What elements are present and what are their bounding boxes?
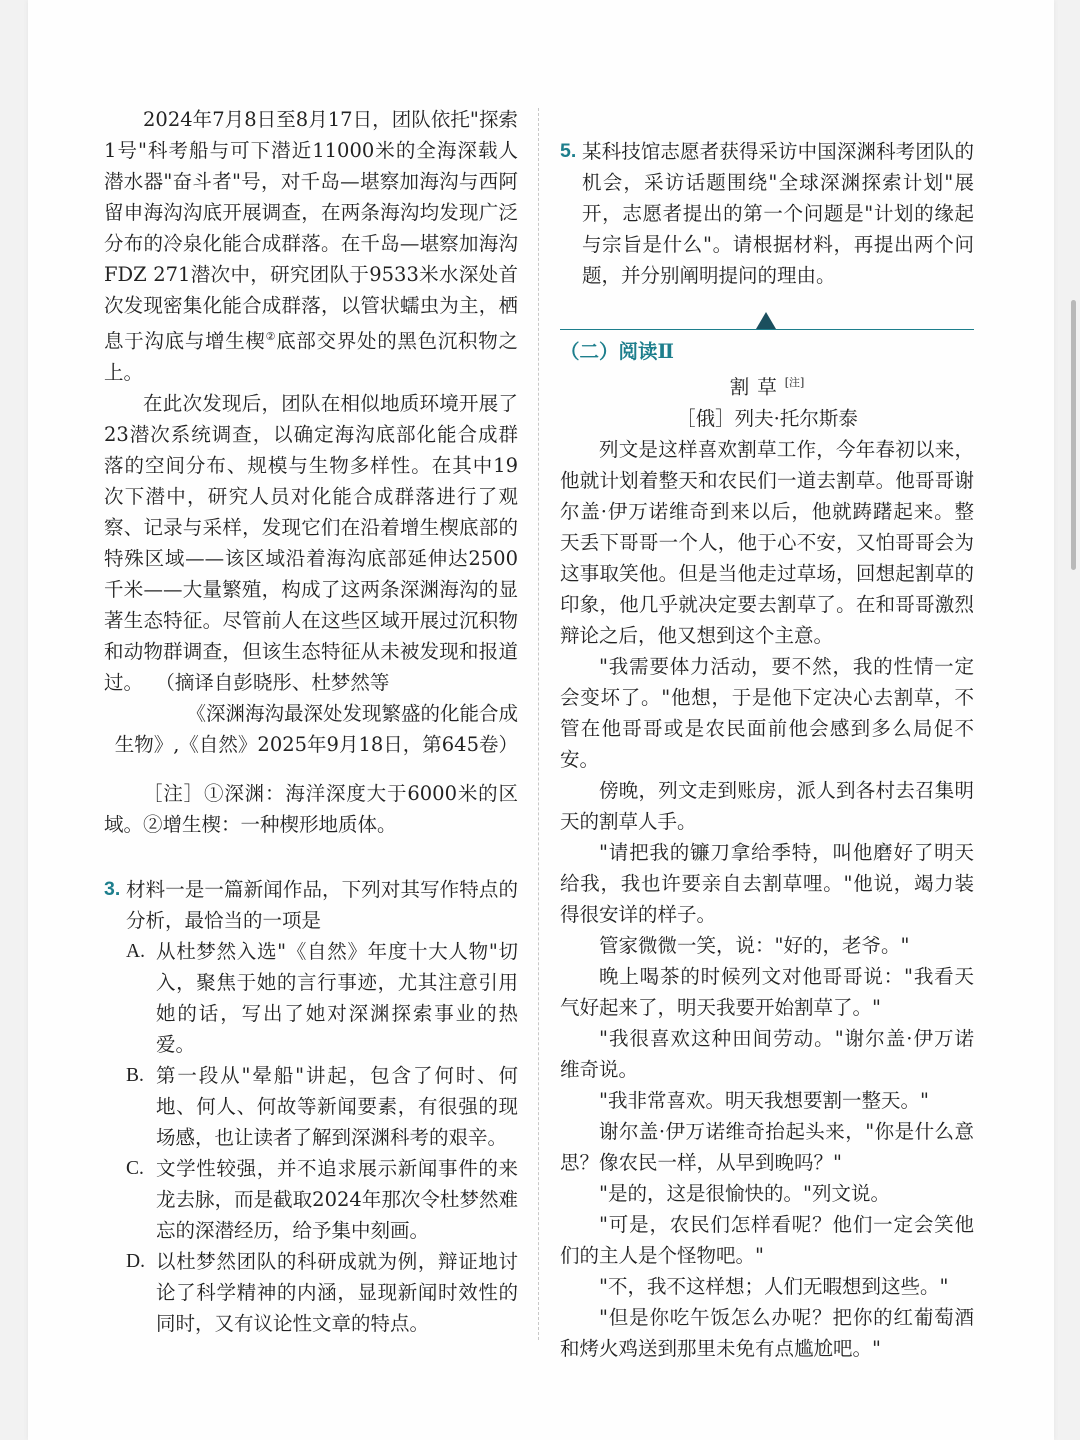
story-paragraph: "不，我不这样想；人们无暇想到这些。" [599, 1274, 949, 1298]
question-stem: 材料一是一篇新闻作品，下列对其写作特点的分析，最恰当的一项是 [126, 877, 518, 932]
citation-line-1: 《深渊海沟最深处发现繁盛的化能合成 [186, 701, 518, 725]
footnote: ［注］①深渊：海洋深度大于6000米的区域。②增生楔：一种楔形地质体。 [104, 781, 518, 836]
option-a: A. 从杜梦然入选"《自然》年度十大人物"切入，聚焦于她的言行事迹，尤其注意引用她的话，写出了她对深渊探索事业的热爱。 [126, 939, 518, 1056]
scrollbar[interactable] [1071, 300, 1076, 570]
story-title: 割草[注] [729, 375, 805, 399]
title-note-marker: [注] [784, 376, 805, 389]
story-paragraph: 谢尔盖·伊万诺维奇抬起头来，"你是什么意思？像农民一样，从早到晚吗？" [560, 1119, 974, 1174]
story-paragraph: "我很喜欢这种田间劳动。"谢尔盖·伊万诺维奇说。 [560, 1026, 974, 1081]
option-b: B. 第一段从"晕船"讲起，包含了何时、何地、何人、何故等新闻要素，有很强的现场感，也让读者了解到深渊科考的艰辛。 [126, 1063, 518, 1149]
question-5 [560, 136, 974, 291]
story-author: ［俄］列夫·托尔斯泰 [676, 406, 858, 430]
right-column [560, 104, 974, 1364]
story-paragraph: "是的，这是很愉快的。"列文说。 [599, 1181, 890, 1205]
story-paragraph: "请把我的镰刀拿给季特，叫他磨好了明天给我，我也许要亲自去割草哩。"他说，竭力装得很安详的样子。 [560, 840, 974, 926]
story-paragraph: "可是，农民们怎样看呢？他们一定会笑他们的主人是个怪物吧。" [560, 1212, 974, 1267]
left-column [104, 104, 518, 1339]
question-3 [104, 874, 518, 1339]
question-number: 5. [560, 140, 577, 162]
material-paragraph-2: 在此次发现后，团队在相似地质环境开展了23潜次系统调查，以确定海沟底部化能合成群落的空间分布、规模与生物多样性。在其中19次下潜中，研究人员对化能合成群落进行了观察、记录与采样，发现它们在沿着增生楔底部的特殊区域——该区域沿着海沟底部延伸达2500千米——大量繁殖，构成了这两条深渊海沟的显著生态特征。尽管前人在这些区域开展过沉积物和动物群调查，但该生态特征从未被发现和报道过。 （摘译自彭晓彤、杜梦然等 [104, 391, 518, 694]
story-paragraph: 管家微微一笑，说："好的，老爷。" [599, 933, 910, 957]
story-paragraph: "但是你吃午饭怎么办呢？把你的红葡萄酒和烤火鸡送到那里未免有点尴尬吧。" [560, 1305, 974, 1360]
story-paragraph: "我非常喜欢。明天我想要割一整天。" [599, 1088, 929, 1112]
option-d: D. 以杜梦然团队的科研成就为例，辩证地讨论了科学精神的内涵，显现新闻时效性的同时，又有议论性文章的特点。 [126, 1249, 518, 1335]
question-text: 某科技馆志愿者获得采访中国深渊科考团队的机会，采访话题围绕"全球深渊探索计划"展开，志愿者提出的第一个问题是"计划的缘起与宗旨是什么"。请根据材料，再提出两个问题，并分别阐明提问的理由。 [582, 140, 974, 287]
footnote-marker: ② [265, 330, 277, 343]
material-paragraph-1: 2024年7月8日至8月17日，团队依托"探索1号"科考船与可下潜近11000米的全海深载人潜水器"奋斗者"号，对千岛—堪察加海沟与西阿留申海沟沟底开展调查，在两条海沟均发现广泛分布的冷泉化能合成群落。在千岛—堪察加海沟FDZ 271潜次中，研究团队于9533米水深处首次发现密集化能合成群落，以管状蠕虫为主，栖息于沟底与增生楔②底部交界处的黑色沉积物之上。 [104, 108, 518, 384]
section-title: （二）阅读Ⅱ [560, 340, 674, 363]
story-paragraph: 晚上喝茶的时候列文对他哥哥说："我看天气好起来了，明天我要开始割草了。" [560, 964, 974, 1019]
citation-inline: （摘译自彭晓彤、杜梦然等 [155, 670, 390, 694]
story-paragraph: "我需要体力活动，要不然，我的性情一定会变坏了。"他想，于是他下定决心去割草，不管在他哥哥或是农民面前他会感到多么局促不安。 [560, 654, 974, 771]
section-end-rule [560, 295, 974, 330]
option-c: C. 文学性较强，并不追求展示新闻事件的来龙去脉，而是截取2024年那次令杜梦然难忘的深潜经历，给予集中刻画。 [126, 1156, 518, 1242]
story-paragraph: 傍晚，列文走到账房，派人到各村去召集明天的割草人手。 [560, 778, 974, 833]
question-number: 3. [104, 877, 121, 900]
story-paragraph: 列文是这样喜欢割草工作，今年春初以来，他就计划着整天和农民们一道去割草。他哥哥谢尔盖·伊万诺维奇到来以后，他就踌躇起来。整天丢下哥哥一个人，他于心不安，又怕哥哥会为这事取笑他。但是当他走过草场，回想起割草的印象，他几乎就决定要去割草了。在和哥哥激烈辩论之后，他又想到这个主意。 [560, 437, 974, 647]
citation-line-2: 生物》,《自然》2025年9月18日，第645卷） [114, 732, 518, 756]
column-divider [538, 108, 539, 1340]
triangle-marker-icon [756, 312, 776, 329]
